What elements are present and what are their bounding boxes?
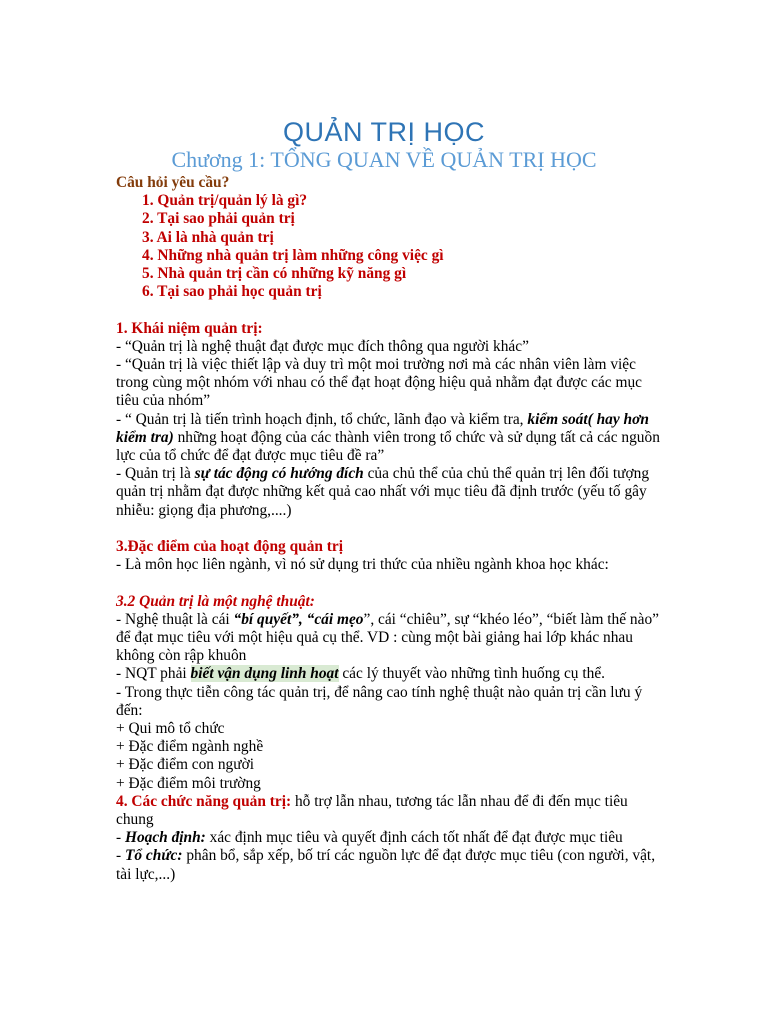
text-run: ”, cái “chiêu”, sự “khéo léo”, “biết làm thế nào” để đạt mục tiêu với một hiệu quả cụ thể. VD : cùng một bài giảng hai lớp khác nhau không còn rập khuôn — [116, 610, 659, 665]
question-item: 1. Quản trị/quản lý là gì? — [142, 192, 308, 210]
question-item: 5. Nhà quản trị cần có những kỹ năng gì — [142, 265, 407, 283]
highlighted-text: biết vận dụng linh hoạt — [190, 665, 339, 683]
list-item: + Đặc điểm con người — [116, 756, 254, 774]
question-item: 6. Tại sao phải học quản trị — [142, 283, 322, 301]
text-run: - NQT phải — [116, 665, 191, 683]
section-3-heading: 3.Đặc điểm của hoạt động quản trị — [116, 538, 344, 556]
paragraph — [116, 611, 661, 666]
paragraph — [116, 411, 661, 466]
term-text: Hoạch định: — [124, 829, 206, 847]
section-3-2-heading: 3.2 Quản trị là một nghệ thuật: — [116, 592, 315, 610]
paragraph — [116, 665, 661, 683]
text-run: - Nghệ thuật là cái — [116, 610, 234, 628]
document-title: QUẢN TRỊ HỌC — [282, 117, 485, 147]
questions-list — [116, 192, 661, 301]
paragraph: - Là môn học liên ngành, vì nó sử dụng tri thức của nhiều ngành khoa học khác: — [116, 556, 609, 574]
list-item: + Đặc điểm ngành nghề — [116, 738, 264, 756]
text-run: xác định mục tiêu và quyết định cách tốt nhất để đạt được mục tiêu — [205, 829, 623, 847]
emphasis-text: kiểm soát( hay hơn kiểm tra) — [116, 410, 649, 446]
text-run: - — [116, 847, 125, 865]
paragraph — [116, 829, 661, 847]
paragraph: - “Quản trị là việc thiết lập và duy trì một moi trường nơi mà các nhân viên làm việc trong cùng một nhóm với nhau có thể đạt hoạt động hiệu quả nhằm đạt được các mục tiêu của nhóm” — [116, 356, 642, 410]
text-run: - “ Quản trị là tiến trình hoạch định, tổ chức, lãnh đạo và kiểm tra, — [116, 410, 528, 428]
section-4-heading: 4. Các chức năng quản trị: — [116, 792, 292, 810]
text-run: hỗ trợ lẫn nhau, tương tác lẫn nhau để đi đến mục tiêu chung — [116, 792, 628, 829]
term-text: Tổ chức: — [124, 847, 183, 865]
emphasis-text: “bí quyết”, “cái mẹo — [233, 610, 364, 628]
paragraph — [116, 793, 661, 829]
questions-heading: Câu hỏi yêu cầu? — [116, 174, 230, 191]
list-item: + Đặc điểm môi trường — [116, 774, 261, 792]
paragraph — [116, 465, 661, 520]
question-item: 4. Những nhà quản trị làm những công việc gì — [142, 246, 444, 264]
section-1-heading: 1. Khái niệm quản trị: — [116, 319, 263, 337]
text-run: - — [116, 829, 125, 847]
text-run: những hoạt động của các thành viên trong tổ chức và sử dụng tất cả các nguồn lực của tổ chức để đạt được mục tiêu đề ra” — [116, 428, 660, 465]
text-run: phân bổ, sắp xếp, bố trí các nguồn lực để đạt được mục tiêu (con người, vật, tài lực,...) — [116, 847, 656, 883]
list-item: + Qui mô tổ chức — [116, 720, 225, 738]
text-run: - Quản trị là — [116, 465, 195, 483]
emphasis-text: sự tác động có hướng đích — [194, 465, 364, 483]
document-body — [116, 174, 661, 884]
paragraph: - Trong thực tiễn công tác quản trị, để nâng cao tính nghệ thuật nào quản trị cần lưu ý đến: — [116, 683, 643, 719]
chapter-subtitle: Chương 1: TỔNG QUAN VỀ QUẢN TRỊ HỌC — [171, 147, 597, 172]
paragraph — [116, 847, 661, 883]
text-run: các lý thuyết vào những tình huống cụ thể. — [338, 665, 606, 683]
question-item: 2. Tại sao phải quản trị — [142, 210, 295, 228]
text-run: của chủ thể của chủ thể quản trị lên đối tượng quản trị nhằm đạt được những kết quả cao nhất với mục tiêu đã định trước (yếu tố gây nhiễu: giọng địa phương,....) — [116, 465, 650, 519]
paragraph: - “Quản trị là nghệ thuật đạt được mục đích thông qua người khác” — [116, 337, 529, 355]
question-item: 3. Ai là nhà quản trị — [142, 228, 274, 246]
